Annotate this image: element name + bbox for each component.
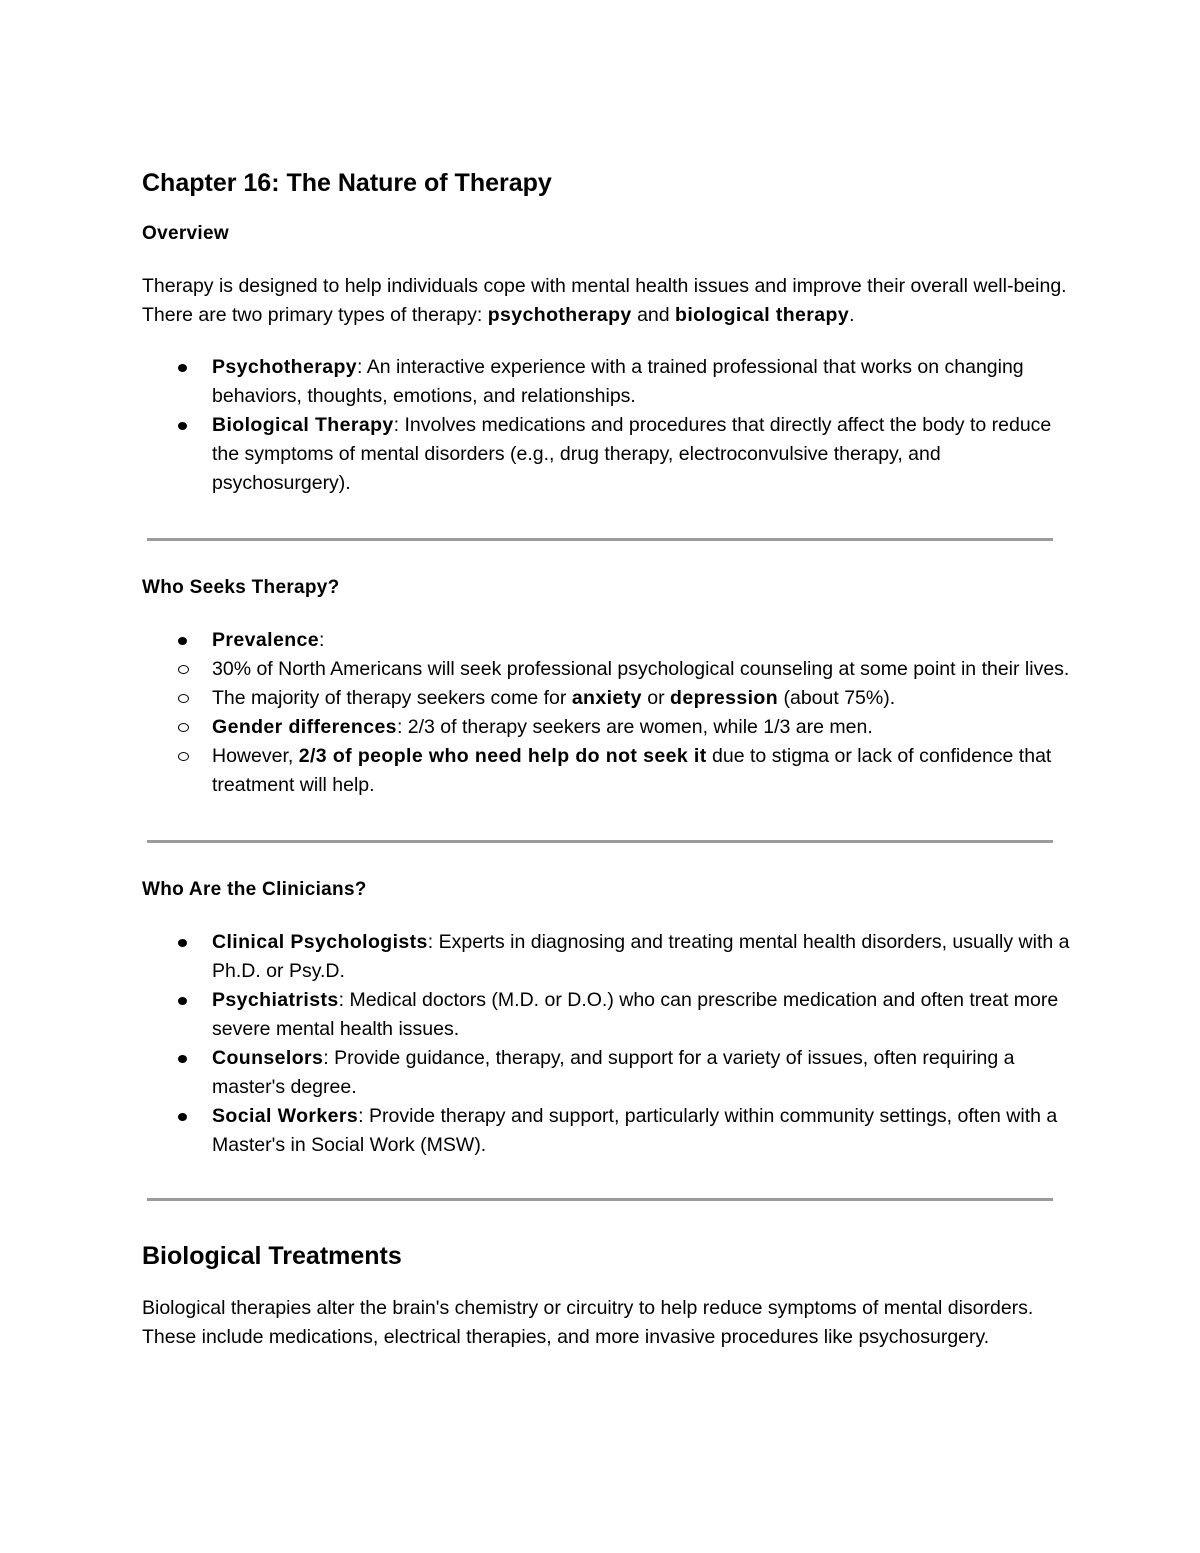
clinicians-list bbox=[142, 928, 1072, 1160]
circle-bullet-icon bbox=[178, 723, 189, 732]
overview-heading: Overview bbox=[142, 223, 229, 244]
overview-intro: Therapy is designed to help individuals cope with mental health issues and improve their overall well-being. There are two primary types of therapy: psychotherapy and biological therapy. bbox=[142, 275, 1067, 326]
chapter-title: Chapter 16: The Nature of Therapy bbox=[142, 169, 552, 197]
who-seeks-heading: Who Seeks Therapy? bbox=[142, 577, 340, 598]
list-item: Clinical Psychologists: Experts in diagnosing and treating mental health disorders, usually with a Ph.D. or Psy.D. bbox=[142, 928, 1072, 986]
sub-list-item: The majority of therapy seekers come for anxiety or depression (about 75%). bbox=[142, 684, 1072, 713]
bullet-icon bbox=[178, 422, 187, 430]
circle-bullet-icon bbox=[178, 665, 189, 674]
biological-text: Biological therapies alter the brain's chemistry or circuitry to help reduce symptoms of mental disorders. These include medications, electrical therapies, and more invasive procedures like psychosurgery. bbox=[142, 1297, 1034, 1348]
list-item: Counselors: Provide guidance, therapy, and support for a variety of issues, often requiring a master's degree. bbox=[142, 1044, 1072, 1102]
bullet-icon bbox=[178, 1113, 187, 1121]
document-content bbox=[142, 164, 1072, 1352]
overview-list bbox=[142, 353, 1072, 498]
prevalence-sublist bbox=[142, 655, 1072, 800]
bullet-icon bbox=[178, 364, 187, 372]
sub-list-item: Gender differences: 2/3 of therapy seekers are women, while 1/3 are men. bbox=[142, 713, 1072, 742]
biological-heading: Biological Treatments bbox=[142, 1242, 402, 1270]
sub-list-item: However, 2/3 of people who need help do not seek it due to stigma or lack of confidence that treatment will help. bbox=[142, 742, 1072, 800]
bullet-icon bbox=[178, 1055, 187, 1063]
bullet-icon bbox=[178, 637, 187, 645]
list-item: Psychiatrists: Medical doctors (M.D. or D.O.) who can prescribe medication and often treat more severe mental health issues. bbox=[142, 986, 1072, 1044]
bullet-icon bbox=[178, 939, 187, 947]
list-item: Social Workers: Provide therapy and support, particularly within community settings, often with a Master's in Social Work (MSW). bbox=[142, 1102, 1072, 1160]
bullet-icon bbox=[178, 997, 187, 1005]
list-item: Psychotherapy: An interactive experience with a trained professional that works on changing behaviors, thoughts, emotions, and relationships. bbox=[142, 353, 1072, 411]
sub-list-item: 30% of North Americans will seek professional psychological counseling at some point in their lives. bbox=[142, 655, 1072, 684]
clinicians-heading: Who Are the Clinicians? bbox=[142, 879, 367, 900]
circle-bullet-icon bbox=[178, 752, 189, 761]
seekers-list bbox=[142, 626, 1072, 800]
circle-bullet-icon bbox=[178, 694, 189, 703]
list-item: Biological Therapy: Involves medications and procedures that directly affect the body to reduce the symptoms of mental disorders (e.g., drug therapy, electroconvulsive therapy, and psychosurgery). bbox=[142, 411, 1072, 498]
list-item: Prevalence: 30% of North Americans will seek professional psychological counseling at some point in their lives. The majority of therapy seekers come for anxiety or depression (about 75%). Gender differences: 2/3 of therapy seekers are women, while 1/3 are men. However, 2/3 of people who need help do not seek it due to stigma or lack of confidence that treatment will help. bbox=[142, 626, 1072, 800]
